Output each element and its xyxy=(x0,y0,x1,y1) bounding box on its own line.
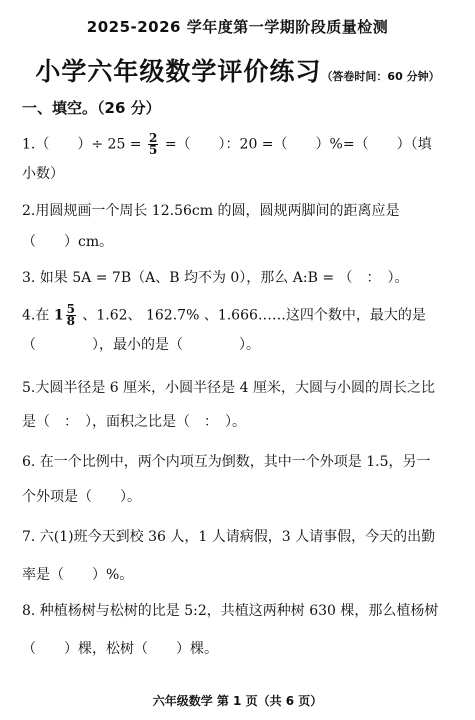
question-7-line-1: 7. 六(1)班今天到校 36 人，1 人请病假，3 人请事假，今天的出勤 xyxy=(22,529,436,545)
section-title: 一、填空。（26 分） xyxy=(22,99,161,117)
q1-fraction-denominator: 5 xyxy=(149,143,158,157)
question-6-line-2: 个外项是（ ）。 xyxy=(22,489,141,505)
q4-mixed-denominator: 8 xyxy=(66,314,75,328)
q1-fraction-numerator: 2 xyxy=(149,131,158,145)
question-5-line-1: 5.大圆半径是 6 厘米，小圆半径是 4 厘米，大圆与小圆的周长之比 xyxy=(22,380,435,396)
q4-prefix: 4.在 xyxy=(22,307,50,324)
question-3-line-1: 3. 如果 5A = 7B（A、B 均不为 0），那么 A:B = （ ： ）。 xyxy=(22,270,409,286)
q4-mixed-fraction xyxy=(66,304,76,327)
time-note: （答卷时间：60 分钟） xyxy=(321,70,440,83)
paper-title: 小学六年级数学评价练习 xyxy=(35,57,322,86)
exam-title: 2025-2026 学年度第一学期阶段质量检测 xyxy=(86,18,389,36)
q1-text-a: 1.（ ）÷ 25 = xyxy=(22,136,142,153)
question-8-line-1: 8. 种植杨树与松树的比是 5:2，共植这两种树 630 棵，那么植杨树 xyxy=(22,603,439,619)
question-7-line-2: 率是（ ）%。 xyxy=(22,567,134,583)
question-4-line-1 xyxy=(22,304,426,327)
question-1-line-1 xyxy=(22,133,432,156)
question-8-line-2: （ ）棵，松树（ ）棵。 xyxy=(22,641,218,657)
q4-mixed-number xyxy=(54,304,78,327)
question-6-line-1: 6. 在一个比例中，两个内项互为倒数，其中一个外项是 1.5，另一 xyxy=(22,454,431,470)
q4-mixed-numerator: 5 xyxy=(66,302,75,316)
question-4-line-2: （ ），最小的是（ ）。 xyxy=(22,337,260,353)
q4-suffix: 、1.62、 162.7% 、1.666……这四个数中，最大的是 xyxy=(82,307,426,324)
question-5-line-2: 是（ ： ），面积之比是（ ： ）。 xyxy=(22,414,246,430)
q1-text-b: =（ ）：20 =（ ）%=（ ）（填 xyxy=(164,136,432,153)
q1-fraction xyxy=(148,133,158,156)
page-footer: 六年级数学 第 1 页（共 6 页） xyxy=(152,694,323,708)
title-row xyxy=(0,52,475,88)
q4-mixed-whole: 1 xyxy=(53,307,64,324)
question-2-line-1: 2.用圆规画一个周长 12.56cm 的圆，圆规两脚间的距离应是 xyxy=(22,203,400,219)
question-2-line-2: （ ）cm。 xyxy=(22,234,114,250)
question-1-line-2: 小数） xyxy=(22,166,64,182)
